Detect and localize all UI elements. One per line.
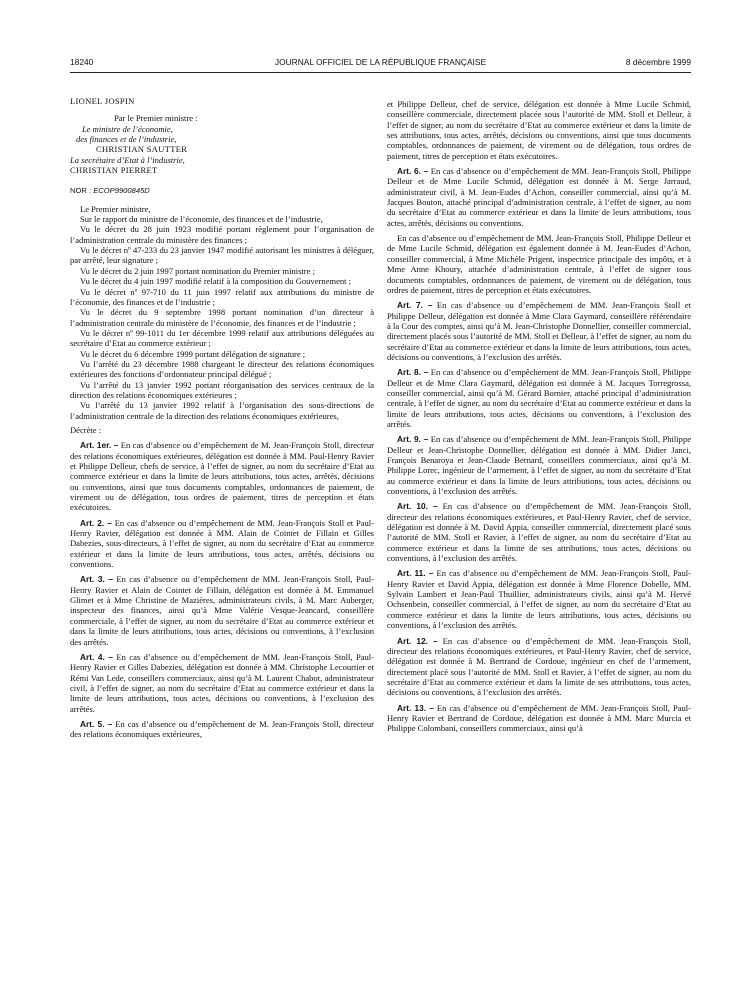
article-text: En cas d’absence ou d’empêchement de MM. Jean-François Stoll, directeur des relations économiques extérieures, et Paul-Henry Ravier, chef de service, délégation est donnée à M. Bertrand de Cordoue, ingénieur en chef de l’armement, directement placé sous l’autorité de MM. Stoll et Ravier, à l’effet de signer, au nom du secrétaire d’Etat au commerce extérieur et dans la limite de ses attributions, tous actes, décisions ou conventions, à l’exclusion des arrêtés. (387, 635, 691, 698)
article-paragraph (387, 568, 691, 630)
article-text: En cas d’absence ou d’empêchement de MM. Jean-François Stoll, directeur des relations économiques extérieures, et Paul-Henry Ravier, chef de service, délégation est donnée à M. David Appia, conseiller commercial, directement placé sous l’autorité de MM. Stoll et Ravier, à l’effet de signer, au nom du secrétaire d’Etat au commerce extérieur et dans la limite de ses attributions, tous actes, décisions ou conventions, à l’exclusion des arrêtés. (387, 501, 691, 564)
article-text: En cas d’absence ou d’empêchement de M. Jean-François Stoll, directeur des relations économiques extérieures, (70, 718, 375, 740)
preamble-line: Sur le rapport du ministre de l’économie, des finances et de l’industrie, (80, 214, 323, 225)
preamble-line: Vu le décret nº 99-1011 du 1er décembre 1999 relatif aux attributions déléguées au secrétaire d’Etat au commerce extérieur ; (70, 327, 374, 349)
pm-signature: LIONEL JOSPIN (70, 96, 135, 106)
article-label: Art. 8. – (397, 367, 429, 378)
article-paragraph (387, 636, 691, 698)
header-rule (70, 72, 691, 73)
article-label: Art. 6. – (397, 166, 429, 177)
minister-signature: CHRISTIAN SAUTTER (96, 144, 188, 155)
by-pm-label: Par le Premier ministre : (114, 113, 198, 124)
article-paragraph (387, 434, 691, 496)
article-label: Art. 7. – (397, 300, 433, 311)
article-text: En cas d’absence ou d’empêchement de MM. Jean-François Stoll, Paul-Henry Ravier et Alain de Cointet de Fillain, délégation est donnée à M. Emmanuel Glimet et à Mme Christine de Mazières, administrateurs civils, à M. Marc Auberger, inspecteur des finances, ainsi qu’à Mme Valérie Vesque-Jeancard, conseillère commerciale, à l’effet de signer, au nom du secrétaire d’Etat au commerce extérieur et dans la limite de leurs attributions, tous actes, décisions ou conventions, à l’exclusion des arrêtés. (70, 574, 374, 647)
preamble-line: Vu le décret du 2 juin 1997 portant nomination du Premier ministre ; (80, 265, 315, 276)
nor-label: NOR : (70, 186, 94, 196)
continuation-paragraph: et Philippe Delleur, chef de service, délégation est donnée à Mme Lucile Schmid, conseillère commerciale, directement placée sous l’autorité de MM. Stoll et Delleur, à l’effet de signer, au nom du secrétaire d’Etat au commerce extérieur et dans la limite de ses attributions, tous actes, arrêtés, décisions ou conventions, ainsi que tous documents comptables, ordonnances de paiement, de virement ou de délégation, tous ordres de paiement, titres de perception et états exécutoires. (387, 99, 691, 161)
preamble-line: Vu l’arrêté du 23 décembre 1988 chargeant le directeur des relations économiques extérieures des fonctions d’ordonnateur principal délégué ; (70, 358, 374, 380)
page-number: 18240 (70, 57, 94, 67)
article-paragraph (387, 300, 691, 362)
article-text: En cas d’absence ou d’empêchement de M. Jean-François Stoll, directeur des relations économiques extérieures, délégation est donnée à MM. Paul-Henry Ravier et Philippe Delleur, chefs de service, à l’effet de signer, au nom du secrétaire d’Etat au commerce extérieur et dans la limite de leurs attributions, tous actes, arrêtés, décisions ou conventions, ainsi que tous documents comptables, ordonnances de paiement, de virement ou de délégation, tous ordres de paiement, titres de perception et états exécutoires. (70, 440, 375, 513)
minister-title-2: des finances et de l’industrie, (76, 134, 177, 145)
preamble-line: Le Premier ministre, (80, 203, 151, 214)
right-articles (387, 166, 691, 734)
preamble-line: Vu le décret du 28 juin 1923 modifié portant règlement pour l’organisation de l’administration centrale du ministère des finances ; (70, 224, 374, 245)
article-text: En cas d’absence ou d’empêchement de MM. Jean-François Stoll et Philippe Delleur, délégation est donnée à Mme Clara Gaymard, conseillère référendaire à la Cour des comptes, ainsi qu’à M. Jean-Christophe Donnellier, conseiller commercial, directement placés sous l’autorité de MM. Stoll et Delleur, à l’effet de signer, au nom du secrétaire d’Etat au commerce extérieur et dans la limite de leurs attributions, tous actes, décisions ou conventions, à l’exclusion des arrêtés. (387, 300, 691, 362)
article-text: En cas d’absence ou d’empêchement de MM. Jean-François Stoll, Philippe Delleur et de Mme Lucile Schmid, délégation est donnée à M. Serge Jarraud, administrateur civil, à M. Jean-Eudes d’Achon, conseiller commercial, ainsi qu’à M. Jacques Bouton, attaché principal d’administration centrale, à l’effet de signer, au nom du secrétaire d’Etat au commerce extérieur et dans la limite de leurs attributions, tous actes, arrêtés, décisions ou conventions. (387, 166, 692, 228)
article-label: Art. 1er. – (80, 440, 119, 451)
article-label: Art. 9. – (397, 434, 429, 445)
preamble-line: Vu le décret du 9 septembre 1998 portant nomination d’un directeur à l’administration centrale du ministère de l’économie, des finances et de l’industrie ; (70, 307, 374, 328)
article-text: En cas d’absence ou d’empêchement de MM. Jean-François Stoll, Paul-Henry Ravier et David Appia, délégation est donnée à Mme Florence Dobelle, MM. Sylvain Lambert et Jean-Paul Thuillier, administrateurs civils, ainsi qu’à M. Hervé Ochsenbein, conseiller commercial, à l’effet de signer, au nom du secrétaire d’Etat au commerce extérieur et dans la limite de leurs attributions, tous actes, décisions ou conventions, à l’exclusion des arrêtés. (387, 568, 692, 631)
article-paragraph (387, 166, 691, 228)
article-label: Art. 12. – (397, 635, 438, 646)
left-articles (70, 440, 374, 739)
article-label: Art. 4. – (80, 651, 113, 662)
preamble (70, 204, 374, 421)
article-text: En cas d’absence ou d’empêchement de MM. Jean-François Stoll, Philippe Delleur et Jean-Christophe Donnellier, délégation est donnée à MM. Didier Janci, François Benaroya et Jean-Claude Bernard, conseillers commerciaux, ainsi qu’à M. Philippe Lorec, ingénieur de l’armement, à l’effet de signer, au nom du secrétaire d’Etat au commerce extérieur et dans la limite de leurs attributions, tous actes, décisions ou conventions, à l’exclusion des arrêtés. (387, 434, 692, 497)
minister-title-1: Le ministre de l’économie, (82, 123, 173, 134)
secretary-signature: CHRISTIAN PIERRET (70, 165, 158, 176)
page-header (70, 57, 691, 71)
right-column (387, 99, 691, 734)
article-paragraph (387, 501, 691, 563)
preamble-line: Vu le décret nº 97-710 du 11 juin 1997 relatif aux attributions du ministre de l’économie, des finances et de l’industrie ; (70, 286, 374, 307)
article-label: Art. 3. – (80, 574, 113, 585)
article-label: Art. 10. – (397, 501, 438, 512)
article-paragraph (70, 440, 374, 512)
preamble-line: Vu l’arrêté du 13 janvier 1992 relatif à l’organisation des sous-directions de l’administration centrale de la direction des relations économiques extérieures, (70, 400, 374, 421)
nor-reference (70, 186, 374, 196)
article-paragraph (70, 652, 374, 714)
article-label: Art. 2. – (80, 517, 112, 528)
preamble-line: Vu le décret du 6 décembre 1999 portant délégation de signature ; (80, 348, 306, 359)
issue-date: 8 décembre 1999 (625, 57, 691, 67)
article-label: Art. 11. – (397, 568, 434, 579)
nor-code: ECOP9900845D (93, 186, 150, 196)
article-text: En cas d’absence ou d’empêchement de MM. Jean-François Stoll, Philippe Delleur et de Mme Lucile Schmid, délégation est également donnée à M. Jean-Eudes d’Achon, conseiller commercial, à Mme Michèle Prigent, inspectrice principale des impôts, et à Mme Anne Khoury, attachée d’administration centrale, à l’effet de signer tous documents comptables, ordonnances de paiement, de virement ou de délégation, tous ordres de paiement, titres de perception et états exécutoires. (387, 233, 691, 295)
article-paragraph (387, 233, 691, 295)
decree-word: Décrète : (70, 424, 102, 435)
article-paragraph (387, 703, 691, 734)
article-paragraph (70, 574, 374, 646)
article-text: En cas d’absence ou d’empêchement de MM. Jean-François Stoll, Paul-Henry Ravier et Bertrand de Cordoue, délégation est donnée à MM. Marc Murcia et Philippe Colombani, conseillers commerciaux, ainsi qu’à (387, 702, 691, 734)
article-label: Art. 5. – (80, 718, 113, 729)
left-column (70, 96, 374, 740)
secretary-title: La secrétaire d’Etat à l’industrie, (70, 154, 185, 165)
preamble-line: Vu l’arrêté du 13 janvier 1992 portant réorganisation des services centraux de la direction des relations économiques extérieures ; (70, 379, 374, 400)
article-text: En cas d’absence ou d’empêchement de MM. Jean-François Stoll, Philippe Delleur et de Mme Clara Gaymard, délégation est donnée à M. Jacques Torregrossa, conseiller commercial, ainsi qu’à M. Gérard Bornier, attaché principal d’administration centrale, à l’effet de signer, au nom du secrétaire d’Etat au commerce extérieur et dans la limite de leurs attributions, tous actes, décisions ou conventions, à l’exclusion des arrêtés. (387, 367, 692, 429)
preamble-line: Vu le décret nº 47-233 du 23 janvier 1947 modifié autorisant les ministres à déléguer, par arrêté, leur signature ; (70, 245, 374, 266)
journal-title: JOURNAL OFFICIEL DE LA RÉPUBLIQUE FRANÇAISE (274, 57, 487, 67)
article-label: Art. 13. – (397, 702, 434, 713)
article-paragraph (70, 719, 374, 740)
article-paragraph (70, 518, 374, 570)
preamble-line: Vu le décret du 4 juin 1997 modifié relatif à la composition du Gouvernement ; (80, 276, 352, 287)
article-text: En cas d’absence ou d’empêchement de MM. Jean-François Stoll, Paul-Henry Ravier et Gilles Dabezies, délégation est donnée à MM. Christophe Lecourtier et Rémi Van Lede, conseillers commerciaux, ainsi qu’à M. Laurent Chabot, administrateur civil, à l’effet de signer, au nom du secrétaire d’Etat au commerce extérieur et dans la limite de leurs attributions, tous actes, décisions ou conventions, à l’exclusion des arrêtés. (70, 651, 374, 714)
article-text: En cas d’absence ou d’empêchement de MM. Jean-François Stoll et Paul-Henry Ravier, délégation est donnée à MM. Alain de Cointet de Fillain et Gilles Dabezies, sous-directeurs, à l’effet de signer, au nom du secrétaire d’Etat au commerce extérieur et dans la limite de leurs attributions, tous actes, arrêtés, décisions ou conventions. (70, 517, 375, 570)
article-paragraph (387, 367, 691, 429)
